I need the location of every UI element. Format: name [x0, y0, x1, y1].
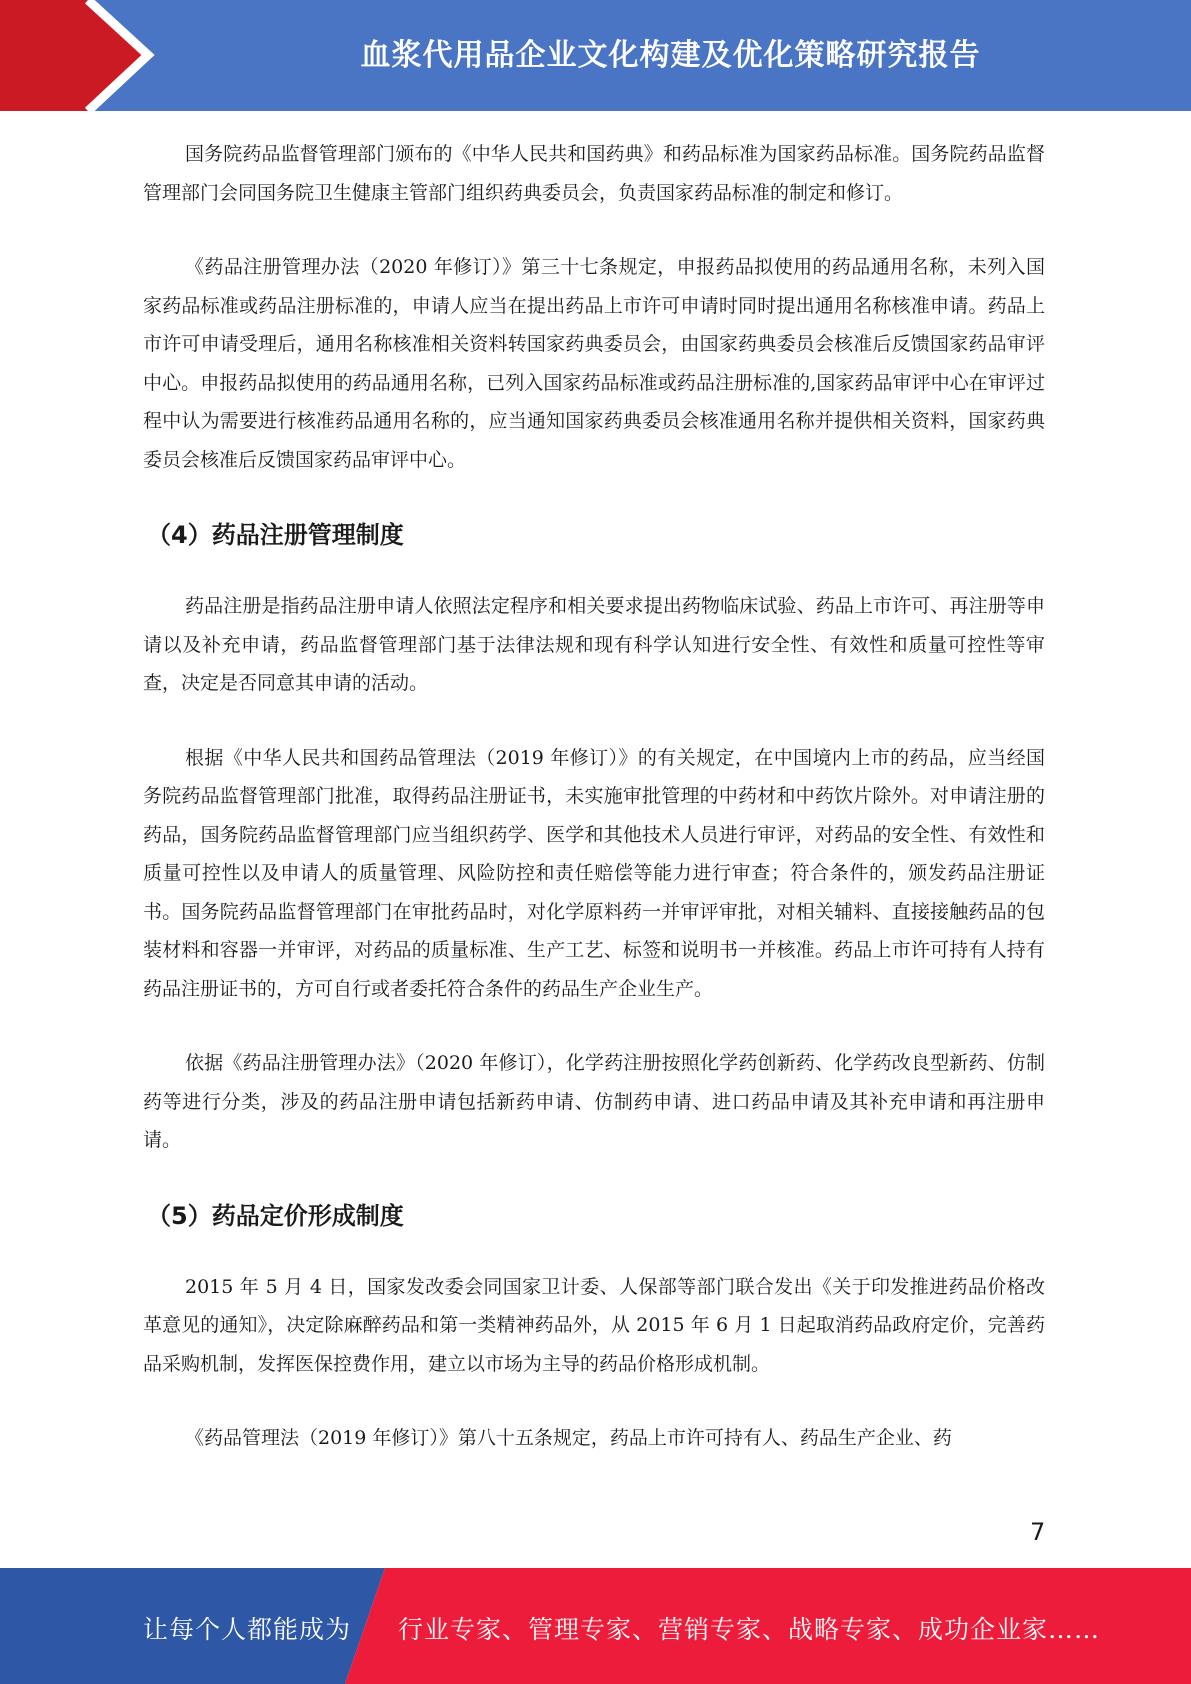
paragraph: 国务院药品监督管理部门颁布的《中华人民共和国药典》和药品标准为国家药品标准。国务院药品监督管理部门会同国务院卫生健康主管部门组织药典委员会，负责国家药品标准的制定和修订。 — [143, 143, 1045, 204]
page-title: 血浆代用品企业文化构建及优化策略研究报告 — [360, 38, 981, 73]
page-number: 7 — [1030, 1518, 1046, 1546]
paragraph: 《药品注册管理办法（2020 年修订）》第三十七条规定，申报药品拟使用的药品通用名称，未列入国家药品标准或药品注册标准的，申请人应当在提出药品上市许可申请时同时提出通用名称核准申请。药品上市许可申请受理后，通用名称核准相关资料转国家药典委员会，由国家药典委员会核准后反馈国家药品审评中心。申报药品拟使用的药品通用名称，已列入国家药品标准或药品注册标准的,国家药品审评中心在审评过程中认为需要进行核准药品通用名称的，应当通知国家药典委员会核准通用名称并提供相关资料，国家药典委员会核准后反馈国家药品审评中心。 — [143, 256, 1045, 471]
footer-slogan-right: 行业专家、管理专家、营销专家、战略专家、成功企业家…… — [398, 1615, 1101, 1644]
paragraph: 依据《药品注册管理办法》（2020 年修订），化学药注册按照化学药创新药、化学药改良型新药、仿制药等进行分类，涉及的药品注册申请包括新药申请、仿制药申请、进口药品申请及其补充申请和再注册申请。 — [143, 1052, 1045, 1151]
header-chevron-decoration — [0, 0, 160, 111]
document-body — [143, 135, 1045, 1494]
paragraph: 根据《中华人民共和国药品管理法（2019 年修订）》的有关规定，在中国境内上市的药品，应当经国务院药品监督管理部门批准，取得药品注册证书，未实施审批管理的中药材和中药饮片除外。对申请注册的药品，国务院药品监督管理部门应当组织药学、医学和其他技术人员进行审评，对药品的安全性、有效性和质量可控性以及申请人的质量管理、风险防控和责任赔偿等能力进行审查；符合条件的，颁发药品注册证书。国务院药品监督管理部门在审批药品时，对化学原料药一并审评审批，对相关辅料、直接接触药品的包装材料和容器一并审评，对药品的质量标准、生产工艺、标签和说明书一并核准。药品上市许可持有人持有药品注册证书的，方可自行或者委托符合条件的药品生产企业生产。 — [143, 746, 1045, 1000]
page-header — [0, 0, 1191, 111]
paragraph: 《药品管理法（2019 年修订）》第八十五条规定，药品上市许可持有人、药品生产企业、药 — [185, 1427, 952, 1449]
page-footer — [0, 1568, 1191, 1684]
footer-slogan-left: 让每个人都能成为 — [143, 1615, 352, 1644]
paragraph: 2015 年 5 月 4 日，国家发改委会同国家卫计委、人保部等部门联合发出《关于印发推进药品价格改革意见的通知》，决定除麻醉药品和第一类精神药品外，从 2015 年 6 月 1 日起取消药品政府定价，完善药品采购机制，发挥医保控费作用，建立以市场为主导的药品价格形成机制。 — [143, 1275, 1045, 1375]
section-heading-4: （4）药品注册管理制度 — [147, 521, 404, 549]
paragraph: 药品注册是指药品注册申请人依照法定程序和相关要求提出药物临床试验、药品上市许可、再注册等申请以及补充申请，药品监督管理部门基于法律法规和现有科学认知进行安全性、有效性和质量可控性等审查，决定是否同意其申请的活动。 — [143, 595, 1045, 694]
section-heading-5: （5）药品定价形成制度 — [147, 1201, 404, 1230]
